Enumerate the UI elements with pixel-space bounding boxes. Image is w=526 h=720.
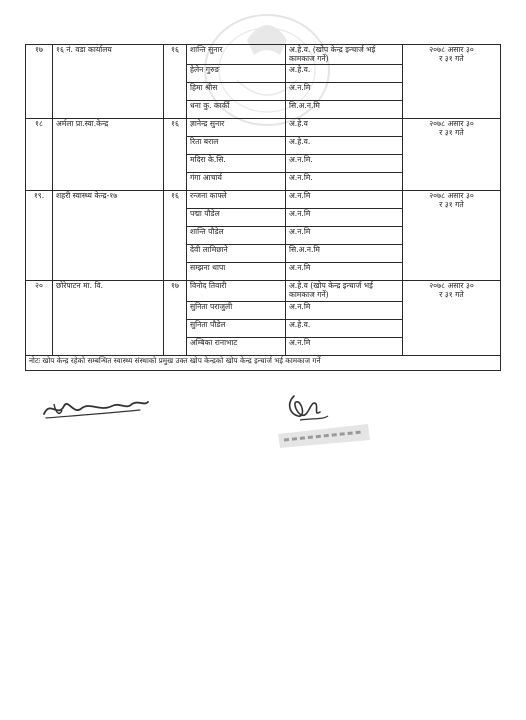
staff-post-cell: अ.हे.व. [286, 137, 403, 155]
staff-post-cell: अ.न.मि. [286, 173, 403, 191]
signature-right-with-stamp [272, 390, 372, 450]
table-row [26, 191, 501, 209]
staff-post-cell: अ.हे.व. [286, 319, 403, 337]
staff-name-cell: सम्झना थापा [187, 263, 286, 281]
staff-name-cell: धना कु. कार्की [187, 101, 286, 119]
staff-name-cell: सुनिता पराजुली [187, 301, 286, 319]
serial-number-cell: १९. [26, 191, 53, 281]
date-line-1: २०७८ असार ३० [429, 191, 474, 201]
ward-number-cell: १६ [164, 191, 187, 281]
vaccination-center-table [25, 44, 501, 371]
date-cell [403, 191, 501, 281]
staff-name-cell: सुनिता पौडेल [187, 319, 286, 337]
staff-name-cell: विनोद तिवारी [187, 281, 286, 301]
date-line-2: र ३१ गते [439, 290, 464, 300]
staff-post-cell: अ.न.मि [286, 209, 403, 227]
date-cell [403, 45, 501, 119]
note-text: नोटः खोप केन्द्र रहेको सम्बन्धित स्वास्थ्य संस्थाको प्रमुख उक्त खोप केन्द्रको खोप केन्द्र इन्चार्ज भई कामकाज गर्ने [26, 355, 501, 370]
staff-name-cell: रिता बराल [187, 137, 286, 155]
staff-post-cell: अ.न.मि [286, 301, 403, 319]
table-row [26, 119, 501, 137]
note-row [26, 355, 501, 370]
staff-post-cell: अ.हे.व [286, 119, 403, 137]
staff-post-cell: सि.अ.न.मि [286, 101, 403, 119]
date-line-2: र ३१ गते [439, 128, 464, 138]
office-name-cell: १६ नं. वडा कार्यालय [53, 45, 164, 119]
office-name-cell: शहरी स्वास्थ्य केन्द्र-१७ [53, 191, 164, 281]
staff-post-cell: अ.न.मि [286, 263, 403, 281]
date-cell [403, 281, 501, 355]
serial-number-cell: १८ [26, 119, 53, 191]
staff-name-cell: ज्ञानेन्द्र सुनार [187, 119, 286, 137]
ward-number-cell: १७ [164, 281, 187, 355]
date-line-1: २०७८ असार ३० [429, 281, 474, 291]
staff-name-cell: मदिरा के.सि. [187, 155, 286, 173]
staff-name-cell: शान्ति सुनार [187, 45, 286, 65]
date-cell [403, 119, 501, 191]
table-row [26, 281, 501, 301]
ward-number-cell: १६ [164, 45, 187, 119]
office-name-cell: अर्मला प्रा.स्वा.केन्द्र [53, 119, 164, 191]
staff-name-cell: गंगा आचार्य [187, 173, 286, 191]
date-line-2: र ३१ गते [439, 200, 464, 210]
staff-post-cell: अ.न.मि [286, 83, 403, 101]
staff-name-cell: देवी लामिछाने [187, 245, 286, 263]
staff-post-cell: अ.न.मि [286, 227, 403, 245]
serial-number-cell: १७ [26, 45, 53, 119]
staff-post-cell: अ.न.मि [286, 191, 403, 209]
staff-name-cell: पद्मा पौडेल [187, 209, 286, 227]
office-name-cell: छोरेपाटन मा. वि. [53, 281, 164, 355]
staff-post-cell: अ.न.मि. [286, 155, 403, 173]
staff-name-cell: हिमा श्रीस [187, 83, 286, 101]
staff-post-cell: अ.न.मि [286, 337, 403, 355]
date-line-2: र ३१ गते [439, 53, 464, 63]
staff-post-cell: सि.अ.न.मि [286, 245, 403, 263]
staff-name-cell: हेलेन गुरुङ [187, 65, 286, 83]
serial-number-cell: २० [26, 281, 53, 355]
table-row [26, 45, 501, 65]
ward-number-cell: १६ [164, 119, 187, 191]
staff-post-cell: अ.हे.व (खोप केन्द्र इन्चार्ज भई कामकाज गर्ने) [286, 281, 403, 301]
staff-name-cell: शान्ति पौडेल [187, 227, 286, 245]
staff-name-cell: रन्जना काफ्ले [187, 191, 286, 209]
signature-left [40, 392, 152, 424]
staff-post-cell: अ.हे.व. [286, 65, 403, 83]
date-line-1: २०७८ असार ३० [429, 45, 474, 54]
staff-post-cell: अ.हे.व. (खोप केन्द्र इन्चार्ज भई कामकाज गर्ने) [286, 45, 403, 65]
date-line-1: २०७८ असार ३० [429, 119, 474, 129]
staff-name-cell: अम्बिका रानाभाट [187, 337, 286, 355]
